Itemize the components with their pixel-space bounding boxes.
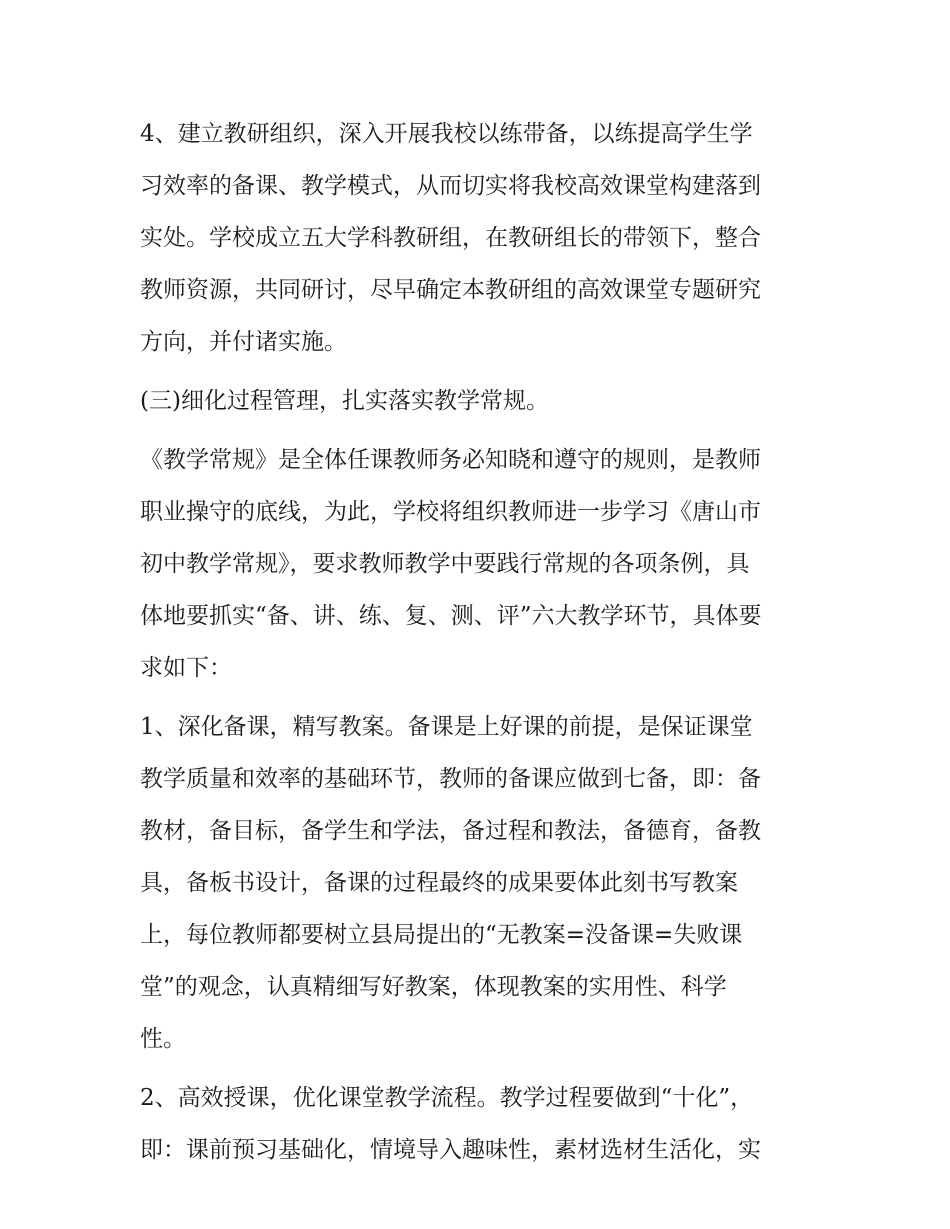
document-page	[140, 108, 830, 1183]
paragraph-item-2	[140, 1072, 830, 1176]
text-line: 上，每位教师都要树立县局提出的“无教案=没备课=失败课	[140, 922, 743, 948]
paragraph-section-3-heading	[140, 375, 830, 427]
text-line: 求如下：	[140, 655, 232, 681]
text-line: 习效率的备课、教学模式，从而切实将我校高效课堂构建落到	[140, 173, 761, 199]
paragraph-item-1	[140, 701, 830, 1065]
text-line: 实处。学校成立五大学科教研组，在教研组长的带领下，整合	[140, 225, 761, 251]
text-line: 体地要抓实“备、讲、练、复、测、评”六大教学环节，具体要	[140, 603, 762, 629]
text-line: 即：课前预习基础化，情境导入趣味性，素材选材生活化，实	[140, 1137, 761, 1163]
text-line: 职业操守的底线，为此，学校将组织教师进一步学习《唐山市	[140, 499, 761, 525]
text-line: 教学质量和效率的基础环节，教师的备课应做到七备，即：备	[140, 766, 761, 792]
text-line: 初中教学常规》，要求教师教学中要践行常规的各项条例，具	[140, 551, 750, 577]
text-line: 堂”的观念，认真精细写好教案，体现教案的实用性、科学	[140, 974, 727, 1000]
text-line: 具，备板书设计，备课的过程最终的成果要体此刻书写教案	[140, 870, 738, 896]
text-line: 教材，备目标，备学生和学法，备过程和教法，备德育，备教	[140, 818, 761, 844]
text-line: 2、高效授课，优化课堂教学流程。教学过程要做到“十化”，	[140, 1085, 754, 1111]
text-line: 方向，并付诸实施。	[140, 329, 347, 355]
text-line: 1、深化备课，精写教案。备课是上好课的前提，是保证课堂	[140, 714, 753, 740]
text-line: (三)细化过程管理，扎实落实教学常规。	[140, 388, 549, 414]
text-line: 4、建立教研组织，深入开展我校以练带备，以练提高学生学	[140, 121, 753, 147]
paragraph-item-4	[140, 108, 830, 368]
paragraph-routine-intro	[140, 434, 830, 694]
text-line: 教师资源，共同研讨，尽早确定本教研组的高效课堂专题研究	[140, 277, 761, 303]
text-line: 《教学常规》是全体任课教师务必知晓和遵守的规则，是教师	[140, 447, 761, 473]
text-line: 性。	[140, 1026, 186, 1052]
